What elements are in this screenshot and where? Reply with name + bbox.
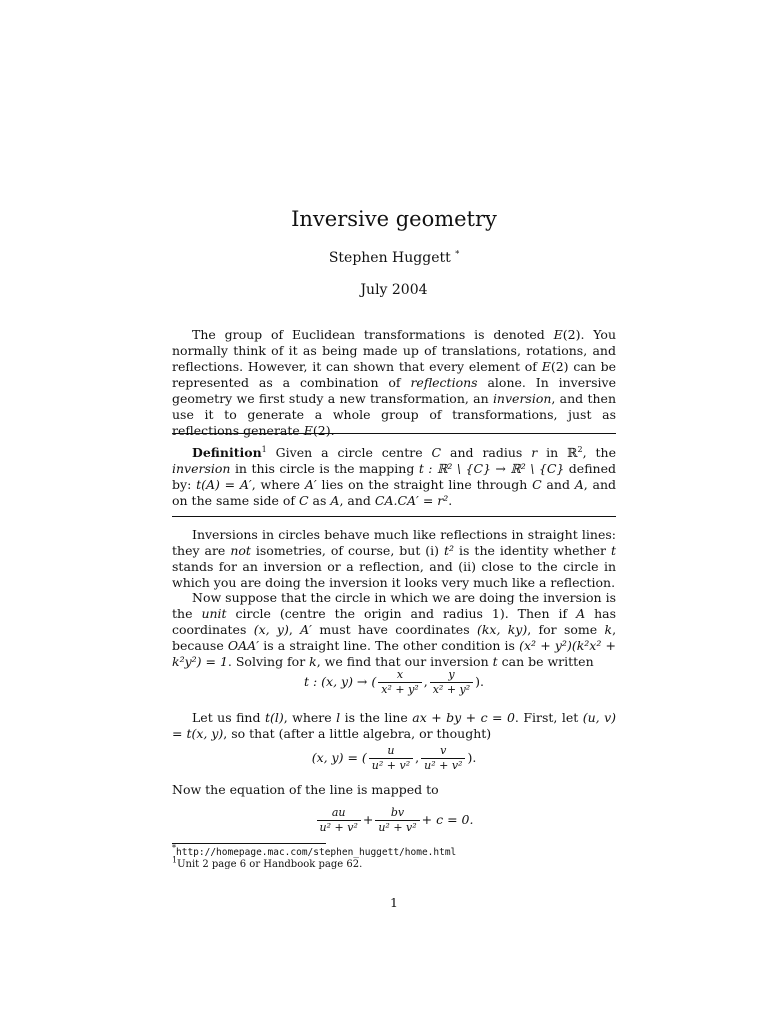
math-OAA-prime: OAA′ [227, 638, 260, 653]
body-text: can be written [497, 654, 594, 669]
math-tA: t(A) = A′ [196, 477, 252, 492]
equation-lhs: (x, y) = ( [311, 750, 367, 765]
intro-text: alone. In inversive geometry we first study a new transformation, an [172, 375, 616, 406]
math-t: t [492, 654, 498, 669]
math-k: k [309, 654, 317, 669]
fraction-numerator: y [430, 668, 473, 683]
equation-inversion-map [172, 668, 616, 697]
definition-text: , and on the same side of [172, 477, 617, 508]
body-text: isometries, of course, but (i) [250, 543, 445, 558]
body-text: . Solving for [227, 654, 310, 669]
intro-text: , and then use it to generate a whole group of transformations, just as reflections generate [172, 391, 616, 438]
fraction-denominator: u² + v² [424, 759, 463, 772]
footnote-mark: * [172, 843, 176, 853]
definition-text: and [541, 477, 575, 492]
footnote-rule [172, 843, 326, 844]
math-tl: t(l) [264, 710, 284, 725]
equation-rhs: ). [467, 750, 477, 765]
author-line [172, 250, 616, 266]
math-xy: (x, y) [253, 622, 289, 637]
equation-comma: , [423, 674, 428, 689]
math-r: r [531, 445, 538, 460]
body-text: , for some [527, 622, 605, 637]
equation-plus: + [362, 812, 374, 827]
footnote-reference [172, 855, 616, 871]
fraction-denominator: x² + y² [381, 683, 419, 696]
definition-block [172, 445, 616, 509]
definition-text: and radius [441, 445, 532, 460]
emph-reflections: reflections [410, 375, 478, 390]
definition-text: , the [582, 445, 616, 460]
footnote-url-link[interactable]: http://homepage.mac.com/stephen_huggett/home.html [176, 847, 457, 858]
definition-text: in this circle is the mapping [230, 461, 419, 476]
body-text: , where [283, 710, 337, 725]
intro-text: The group of Euclidean transformations is denoted [192, 327, 554, 342]
fraction-denominator: x² + y² [432, 683, 471, 696]
definition-text: . [448, 493, 453, 508]
paragraph-line-image [172, 710, 616, 742]
intro-paragraph [172, 327, 616, 439]
math-E: E [303, 423, 313, 438]
definition-text: , where [251, 477, 305, 492]
fraction-numerator: bv [375, 806, 419, 821]
equation-lhs: t : (x, y) → ( [303, 674, 377, 689]
math-l: l [336, 710, 341, 725]
footnote-mark: 1 [172, 855, 178, 865]
math-kx-ky: (kx, ky) [476, 622, 528, 637]
paper-title: Inversive geometry [291, 207, 497, 231]
fraction-numerator: au [317, 806, 361, 821]
fraction-denominator: u² + v² [378, 821, 417, 834]
body-text: , because [172, 622, 617, 653]
definition-text: in ℝ [537, 445, 578, 460]
math-condition-equation: (x² + y²)(k²x² + k²y²) = 1 [172, 638, 616, 669]
intro-text: (2) can be represented as a combination of [172, 359, 617, 390]
paragraph-inversions [172, 527, 616, 591]
footnote-text: Unit 2 page 6 or Handbook page 62. [177, 859, 363, 870]
math-E: E [541, 359, 551, 374]
emph-not: not [230, 543, 251, 558]
math-t: t [610, 543, 616, 558]
math-condition: CA.CA′ = r² [374, 493, 449, 508]
fraction-denominator: u² + v² [371, 759, 411, 772]
body-text: Now suppose that the circle in which we are doing the inversion is the [172, 590, 616, 621]
definition-text: as [308, 493, 331, 508]
definition-text: , and [339, 493, 375, 508]
emph-unit: unit [201, 606, 227, 621]
body-text: circle (centre the origin and radius 1). Then if [226, 606, 577, 621]
paper-date: July 2004 [360, 282, 428, 298]
math-C: C [299, 493, 309, 508]
fraction-numerator: u [369, 744, 413, 759]
fraction [430, 668, 473, 697]
math-mapping: t : ℝ² \ {C} → ℝ² \ {C} [418, 461, 565, 476]
body-text: , we find that our inversion [316, 654, 493, 669]
paragraph-unit-circle [172, 590, 616, 670]
definition-top-rule [172, 433, 616, 434]
fraction-numerator: v [421, 744, 465, 759]
math-k: k [604, 622, 613, 637]
body-text: stands for an inversion or a reflection, and (ii) close to the circle in which you are doing the inversion it looks very much like a reflection. [172, 559, 616, 590]
fraction-denominator: u² + v² [319, 821, 358, 834]
body-text: is the line [340, 710, 413, 725]
definition-text: Given a circle centre [266, 445, 432, 460]
intro-text: (2). [312, 423, 335, 438]
author-name: Stephen Huggett [328, 250, 451, 266]
footnote-author-url [172, 843, 616, 859]
equation-comma: , [415, 750, 420, 765]
paragraph-mapped: Now the equation of the line is mapped to [172, 782, 439, 797]
definition-text: lies on the straight line through [316, 477, 533, 492]
definition-text: defined by: [172, 461, 616, 492]
equation-inverse-map [172, 744, 616, 773]
definition-footnote-mark: 1 [261, 444, 267, 454]
fraction-numerator: x [378, 668, 421, 683]
definition-heading: Definition [192, 445, 262, 460]
math-line-equation: ax + by + c = 0 [412, 710, 515, 725]
emph-inversion: inversion [492, 391, 552, 406]
math-uv: (u, v) = t(x, y) [172, 710, 617, 741]
equation-rhs: + c = 0. [421, 812, 474, 827]
fraction [317, 806, 361, 835]
definition-bottom-rule [172, 516, 616, 517]
page-number: 1 [390, 895, 398, 910]
body-text: . First, let [514, 710, 583, 725]
body-text: has coordinates [172, 606, 616, 637]
body-text: , [288, 622, 301, 637]
math-C: C [532, 477, 542, 492]
body-text: Let us find [192, 710, 265, 725]
body-text: is a straight line. The other condition is [259, 638, 520, 653]
math-A: A [330, 493, 340, 508]
math-E: E [553, 327, 563, 342]
intro-text: (2). You normally think of it as being made up of translations, rotations, and reflections. However, it can shown that every element of [172, 327, 616, 374]
superscript-2: 2 [577, 444, 583, 454]
body-text: , so that (after a little algebra, or thought) [223, 726, 492, 741]
math-C: C [431, 445, 442, 460]
fraction [421, 744, 465, 773]
body-text: must have coordinates [312, 622, 477, 637]
math-A-prime: A′ [304, 477, 317, 492]
math-A: A [576, 606, 586, 621]
math-t-squared: t² [444, 543, 455, 558]
body-text: Inversions in circles behave much like reflections in straight lines: they are [172, 527, 616, 558]
author-footnote-mark: * [455, 249, 460, 259]
body-text: is the identity whether [454, 543, 611, 558]
math-A: A [574, 477, 584, 492]
equation-rhs: ). [475, 674, 485, 689]
fraction [378, 668, 421, 697]
math-A-prime: A′ [300, 622, 313, 637]
fraction [369, 744, 413, 773]
equation-mapped-line [172, 806, 616, 835]
fraction [375, 806, 419, 835]
emph-inversion: inversion [172, 461, 231, 476]
